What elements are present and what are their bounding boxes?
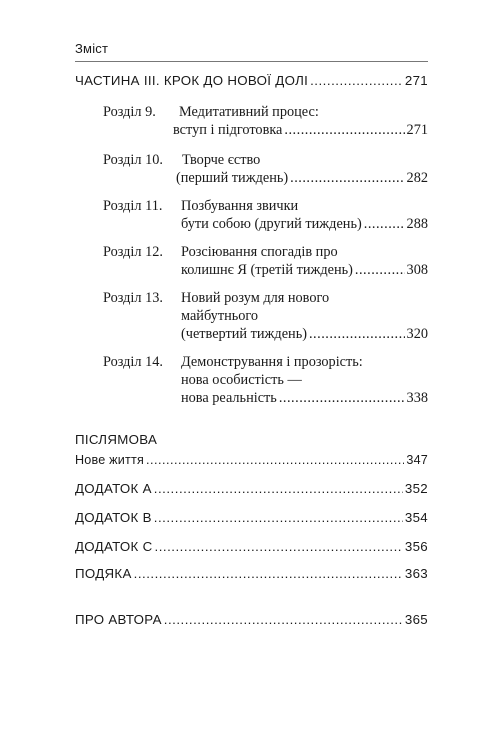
toc-page-number: 363 xyxy=(404,566,428,581)
toc-entry-chapter-14[interactable] xyxy=(181,390,428,407)
toc-entry-chapter-14-line2: нова особистість — xyxy=(181,372,302,388)
toc-entry-chapter-10-label[interactable]: Розділ 10. xyxy=(103,152,163,168)
toc-page-number: 320 xyxy=(406,326,428,342)
toc-entry-chapter-13[interactable] xyxy=(181,326,428,343)
toc-entry-title: ЧАСТИНА ІІІ. КРОК ДО НОВОЇ ДОЛІ xyxy=(75,73,309,88)
toc-entry-chapter-9[interactable] xyxy=(173,122,428,139)
dot-leader xyxy=(146,453,404,467)
toc-entry-chapter-11[interactable] xyxy=(181,216,428,233)
toc-entry-title: ПРО АВТОРА xyxy=(75,612,162,627)
toc-entry-chapter-14-line1: Демонстрування і прозорість: xyxy=(181,354,363,370)
toc-entry-chapter-11-line1: Позбування звички xyxy=(181,198,299,214)
toc-entry-chapter-14-label[interactable]: Розділ 14. xyxy=(103,354,163,370)
dot-leader xyxy=(155,539,403,554)
toc-page-number: 271 xyxy=(404,73,428,88)
dot-leader xyxy=(134,566,403,581)
dot-leader xyxy=(309,326,405,343)
toc-entry-title: (четвертий тиждень) xyxy=(181,326,307,342)
toc-entry-appendix-b[interactable] xyxy=(75,510,428,525)
toc-entry-chapter-9-line1: Медитативний процес: xyxy=(179,104,319,120)
toc-entry-title: ДОДАТОК С xyxy=(75,539,153,554)
toc-entry-title: Нове життя xyxy=(75,453,144,467)
toc-page-number: 356 xyxy=(404,539,428,554)
toc-entry-acknowledgements[interactable] xyxy=(75,566,428,581)
toc-entry-chapter-11-label[interactable]: Розділ 11. xyxy=(103,198,163,214)
toc-entry-chapter-9-label[interactable]: Розділ 9. xyxy=(103,104,156,120)
toc-page-number: 347 xyxy=(406,453,428,467)
dot-leader xyxy=(154,510,403,525)
toc-entry-title: колишнє Я (третій тиждень) xyxy=(181,262,353,278)
running-header: Зміст xyxy=(75,41,109,56)
toc-entry-part3[interactable] xyxy=(75,73,428,88)
toc-page-number: 308 xyxy=(406,262,428,278)
toc-entry-chapter-10-line1: Творче єство xyxy=(182,152,261,168)
dot-leader xyxy=(355,262,405,279)
toc-entry-chapter-12-label[interactable]: Розділ 12. xyxy=(103,244,163,260)
toc-entry-afterword[interactable] xyxy=(75,453,428,467)
dot-leader xyxy=(290,170,404,187)
toc-page-number: 338 xyxy=(406,390,428,406)
dot-leader xyxy=(154,481,403,496)
toc-entry-title: ДОДАТОК В xyxy=(75,510,152,525)
toc-entry-title: ДОДАТОК А xyxy=(75,481,152,496)
toc-entry-appendix-c[interactable] xyxy=(75,539,428,554)
toc-entry-title: ПОДЯКА xyxy=(75,566,132,581)
toc-page-number: 365 xyxy=(404,612,428,627)
toc-entry-title: (перший тиждень) xyxy=(176,170,289,186)
toc-page-number: 271 xyxy=(406,122,428,138)
toc-entry-title: вступ і підготовка xyxy=(173,122,283,138)
toc-page-number: 282 xyxy=(406,170,428,186)
toc-entry-chapter-12[interactable] xyxy=(181,262,428,279)
toc-entry-chapter-13-label[interactable]: Розділ 13. xyxy=(103,290,163,306)
toc-entry-appendix-a[interactable] xyxy=(75,481,428,496)
toc-page-number: 352 xyxy=(404,481,428,496)
dot-leader xyxy=(310,73,403,88)
toc-entry-chapter-10[interactable] xyxy=(176,170,428,187)
header-rule xyxy=(75,61,428,62)
toc-entry-about-author[interactable] xyxy=(75,612,428,627)
toc-entry-afterword-title[interactable]: ПІСЛЯМОВА xyxy=(75,432,158,447)
toc-entry-chapter-13-line1: Новий розум для нового xyxy=(181,290,330,306)
toc-entry-chapter-13-line2: майбутнього xyxy=(181,308,259,324)
toc-page-number: 288 xyxy=(406,216,428,232)
toc-entry-title: бути собою (другий тиждень) xyxy=(181,216,362,232)
toc-entry-chapter-12-line1: Розсіювання спогадів про xyxy=(181,244,338,260)
dot-leader xyxy=(284,122,404,139)
toc-entry-title: нова реальність xyxy=(181,390,277,406)
toc-page-number: 354 xyxy=(404,510,428,525)
dot-leader xyxy=(364,216,405,233)
dot-leader xyxy=(279,390,405,407)
dot-leader xyxy=(164,612,403,627)
